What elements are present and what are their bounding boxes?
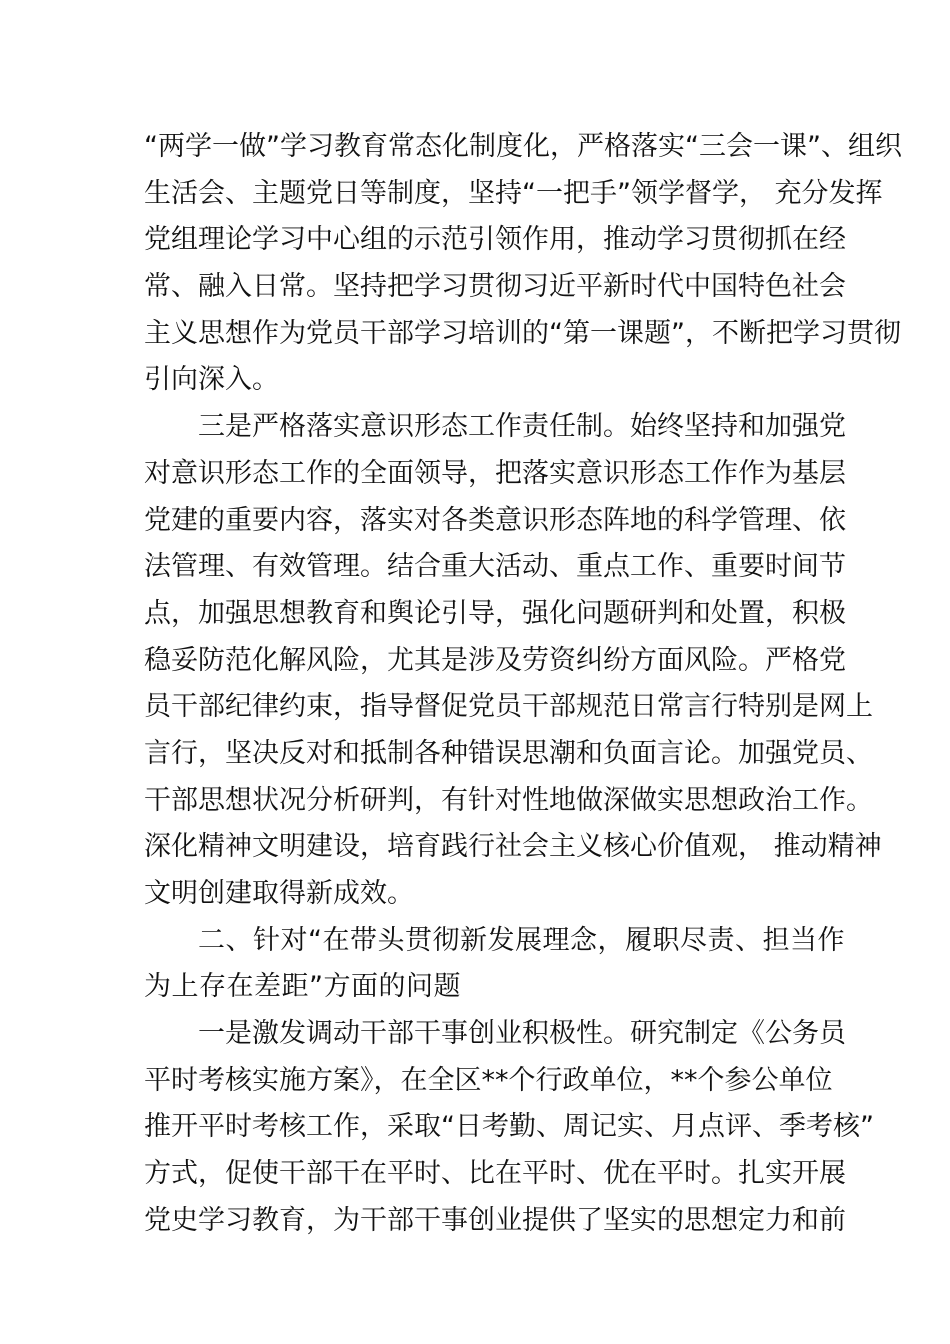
- text-line: 党建的重要内容，落实对各类意识形态阵地的科学管理、依: [144, 504, 846, 536]
- text-line: 常、融入日常。坚持把学习贯彻习近平新时代中国特色社会: [144, 271, 846, 303]
- text-line: 对意识形态工作的全面领导，把落实意识形态工作作为基层: [144, 457, 846, 489]
- text-line: 员干部纪律约束，指导督促党员干部规范日常言行特别是网上: [144, 691, 873, 723]
- text-line: 引向深入。: [144, 364, 279, 396]
- text-line: 点，加强思想教育和舆论引导，强化问题研判和处置，积极: [144, 597, 846, 629]
- text-line: 生活会、主题党日等制度，坚持“一把手”领学督学， 充分发挥: [144, 177, 883, 209]
- text-line: 党史学习教育，为干部干事创业提供了坚实的思想定力和前: [144, 1204, 846, 1236]
- paragraph-first-line: 三是严格落实意识形态工作责任制。始终坚持和加强党: [198, 411, 846, 443]
- text-line: 主义思想作为党员干部学习培训的“第一课题”，不断把学习贯彻: [144, 317, 901, 349]
- section-heading-line: 二、针对“在带头贯彻新发展理念，履职尽责、担当作: [198, 924, 845, 956]
- text-line: 稳妥防范化解风险，尤其是涉及劳资纠纷方面风险。严格党: [144, 644, 846, 676]
- paragraph-first-line: 一是激发调动干部干事创业积极性。研究制定《公务员: [198, 1018, 846, 1050]
- section-heading-line: 为上存在差距”方面的问题: [144, 971, 461, 1003]
- text-line: 推开平时考核工作，采取“日考勤、周记实、月点评、季考核”: [144, 1111, 874, 1143]
- text-line: “两学一做”学习教育常态化制度化，严格落实“三会一课”、组织: [144, 131, 902, 162]
- text-line: 方式，促使干部干在平时、比在平时、优在平时。扎实开展: [144, 1158, 846, 1190]
- text-line: 深化精神文明建设，培育践行社会主义核心价值观， 推动精神: [144, 831, 882, 863]
- document-body: [144, 124, 902, 1245]
- text-line: 党组理论学习中心组的示范引领作用，推动学习贯彻抓在经: [144, 224, 846, 256]
- text-line: 干部思想状况分析研判，有针对性地做深做实思想政治工作。: [144, 784, 873, 816]
- text-line: 言行，坚决反对和抵制各种错误思潮和负面言论。加强党员、: [144, 737, 873, 769]
- text-line: 文明创建取得新成效。: [144, 878, 414, 909]
- text-line: 平时考核实施方案》，在全区**个行政单位，**个参公单位: [144, 1064, 833, 1096]
- text-line: 法管理、有效管理。结合重大活动、重点工作、重要时间节: [144, 551, 846, 583]
